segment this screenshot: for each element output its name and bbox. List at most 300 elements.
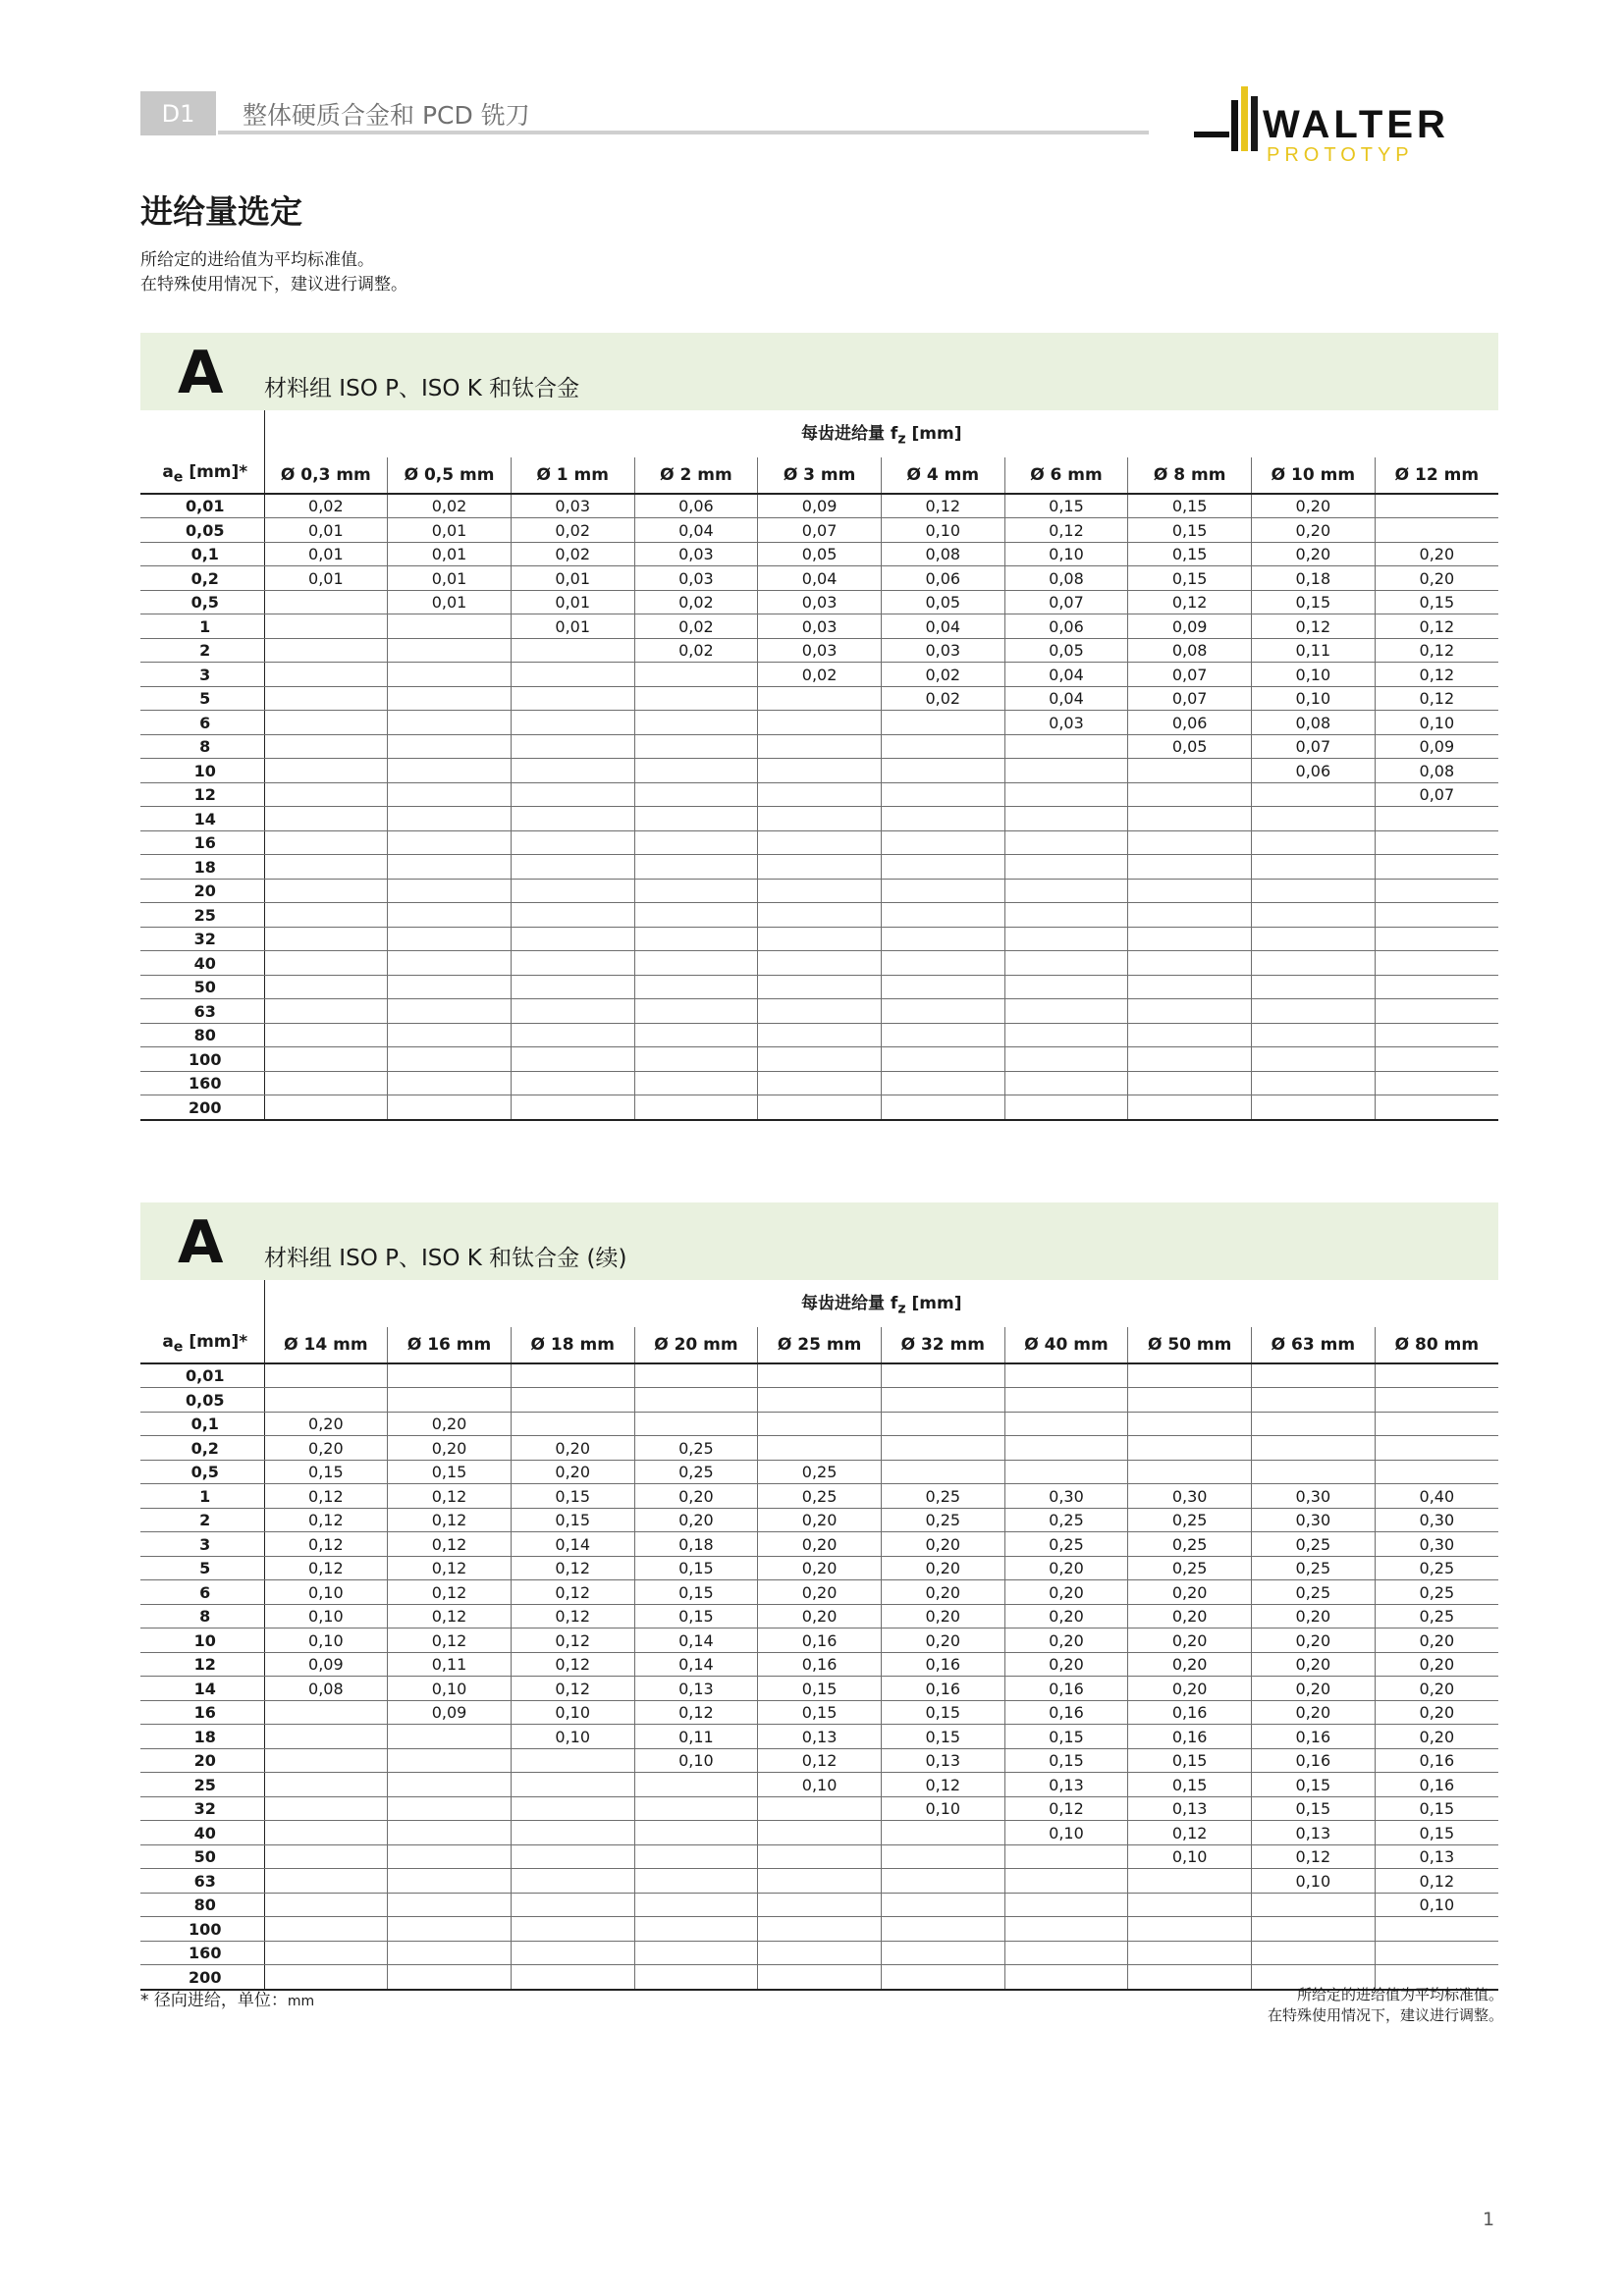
feed-value-cell (1252, 1363, 1376, 1388)
feed-value-cell (1004, 927, 1128, 951)
ae-value: 0,2 (140, 566, 264, 591)
feed-value-cell (388, 1773, 512, 1797)
feed-value-cell (1252, 1917, 1376, 1942)
material-group-letter: A (178, 339, 224, 407)
table-row (140, 566, 1498, 591)
feed-value-cell: 0,02 (511, 518, 634, 543)
feed-value-cell (1004, 1388, 1128, 1413)
feed-value-cell: 0,20 (1004, 1580, 1128, 1605)
ae-value: 20 (140, 1748, 264, 1773)
feed-value-cell (758, 999, 882, 1024)
feed-value-cell (511, 927, 634, 951)
feed-value-cell: 0,15 (1375, 590, 1498, 614)
feed-value-cell (388, 759, 512, 783)
feed-value-cell (388, 879, 512, 903)
feed-value-cell (758, 686, 882, 711)
feed-value-cell (634, 1363, 758, 1388)
feed-value-cell: 0,08 (264, 1677, 388, 1701)
feed-value-cell: 0,16 (1128, 1725, 1252, 1749)
feed-value-cell: 0,10 (264, 1580, 388, 1605)
feed-value-cell: 0,15 (881, 1700, 1004, 1725)
feed-value-cell: 0,20 (1128, 1580, 1252, 1605)
feed-value-cell: 0,12 (1375, 638, 1498, 663)
feed-value-cell: 0,20 (1252, 518, 1376, 543)
feed-value-cell (881, 759, 1004, 783)
feed-value-cell (264, 614, 388, 639)
feed-value-cell: 0,15 (1128, 542, 1252, 566)
feed-value-cell: 0,20 (1252, 1629, 1376, 1653)
feed-value-cell (1128, 830, 1252, 855)
feed-value-cell: 0,08 (881, 542, 1004, 566)
feed-value-cell (264, 1071, 388, 1095)
feed-value-cell: 0,12 (264, 1532, 388, 1557)
feed-value-cell: 0,16 (758, 1629, 882, 1653)
feed-value-cell: 0,03 (634, 566, 758, 591)
feed-value-cell (1252, 1388, 1376, 1413)
feed-value-cell (388, 1023, 512, 1047)
feed-value-cell: 0,20 (881, 1629, 1004, 1653)
feed-value-cell (264, 975, 388, 999)
feed-value-cell (388, 734, 512, 759)
feed-value-cell: 0,09 (388, 1700, 512, 1725)
feed-value-cell (758, 1869, 882, 1894)
feed-value-cell (511, 975, 634, 999)
ae-value: 0,05 (140, 518, 264, 543)
feed-value-cell: 0,07 (758, 518, 882, 543)
feed-value-cell (881, 1363, 1004, 1388)
feed-value-cell: 0,08 (1128, 638, 1252, 663)
feed-value-cell: 0,10 (1375, 711, 1498, 735)
table-row (140, 1023, 1498, 1047)
feed-value-cell: 0,25 (634, 1436, 758, 1461)
section-tag: D1 (140, 91, 216, 135)
feed-value-cell (1375, 1071, 1498, 1095)
feed-value-cell (388, 686, 512, 711)
feed-value-cell: 0,05 (1128, 734, 1252, 759)
feed-value-cell (511, 1796, 634, 1821)
feed-value-cell (634, 855, 758, 880)
feed-value-cell: 0,25 (1252, 1532, 1376, 1557)
feed-value-cell (1128, 1941, 1252, 1965)
feed-value-cell: 0,06 (1252, 759, 1376, 783)
feed-value-cell (758, 1071, 882, 1095)
table-row (140, 1436, 1498, 1461)
feed-value-cell (388, 614, 512, 639)
feed-value-cell: 0,09 (758, 494, 882, 518)
feed-value-cell: 0,04 (634, 518, 758, 543)
feed-value-cell (881, 1023, 1004, 1047)
feed-value-cell (1375, 1388, 1498, 1413)
feed-value-cell: 0,10 (1004, 1821, 1128, 1845)
feed-value-cell (758, 975, 882, 999)
feed-value-cell (264, 830, 388, 855)
ae-value: 5 (140, 1556, 264, 1580)
table-row (140, 711, 1498, 735)
ae-value: 12 (140, 782, 264, 807)
ae-value: 160 (140, 1071, 264, 1095)
feed-value-cell: 0,13 (1375, 1844, 1498, 1869)
feed-value-cell: 0,20 (881, 1604, 1004, 1629)
table-row (140, 1796, 1498, 1821)
feed-value-cell (511, 1023, 634, 1047)
feed-value-cell (264, 1844, 388, 1869)
feed-value-cell (881, 1047, 1004, 1072)
feed-value-cell (264, 1047, 388, 1072)
ae-value: 12 (140, 1652, 264, 1677)
feed-value-cell (634, 734, 758, 759)
feed-value-cell (881, 1965, 1004, 1990)
ae-value: 0,1 (140, 542, 264, 566)
feed-value-cell (1375, 1095, 1498, 1120)
ae-value: 0,01 (140, 494, 264, 518)
feed-value-cell: 0,12 (1004, 1796, 1128, 1821)
feed-value-cell (388, 1965, 512, 1990)
feed-value-cell: 0,12 (511, 1604, 634, 1629)
feed-value-cell: 0,12 (1252, 614, 1376, 639)
table-row (140, 518, 1498, 543)
feed-value-cell: 0,15 (1004, 1725, 1128, 1749)
feed-value-cell (1004, 1047, 1128, 1072)
feed-value-cell: 0,10 (511, 1700, 634, 1725)
feed-value-cell (881, 1917, 1004, 1942)
feed-value-cell (634, 1796, 758, 1821)
ae-value: 200 (140, 1095, 264, 1120)
feed-value-cell: 0,09 (264, 1652, 388, 1677)
feed-value-cell (1252, 1047, 1376, 1072)
table-row (140, 1893, 1498, 1917)
feed-value-cell: 0,20 (1004, 1652, 1128, 1677)
material-group-title: 材料组 ISO P、ISO K 和钛合金 (264, 376, 580, 401)
feed-value-cell: 0,13 (1252, 1821, 1376, 1845)
intro-line: 在特殊使用情况下，建议进行调整。 (140, 275, 407, 294)
feed-value-cell (264, 638, 388, 663)
feed-value-cell (881, 975, 1004, 999)
feed-value-cell: 0,08 (1252, 711, 1376, 735)
feed-value-cell: 0,16 (1252, 1748, 1376, 1773)
feed-value-cell: 0,20 (1252, 494, 1376, 518)
page-title: 进给量选定 (140, 192, 302, 231)
feed-value-cell (1375, 1460, 1498, 1484)
feed-value-cell: 0,20 (1128, 1677, 1252, 1701)
feed-value-cell (1375, 999, 1498, 1024)
table-row (140, 734, 1498, 759)
ae-value: 1 (140, 614, 264, 639)
feed-value-cell (264, 1700, 388, 1725)
feed-value-cell: 0,14 (511, 1532, 634, 1557)
table-row (140, 1047, 1498, 1072)
feed-value-cell (264, 590, 388, 614)
feed-value-cell: 0,08 (1004, 566, 1128, 591)
material-group-title: 材料组 ISO P、ISO K 和钛合金 (续) (264, 1246, 627, 1271)
feed-value-cell (511, 782, 634, 807)
table-row (140, 903, 1498, 928)
feed-value-cell: 0,12 (1375, 614, 1498, 639)
feed-value-cell: 0,20 (1375, 1725, 1498, 1749)
feed-value-cell (1004, 1363, 1128, 1388)
feed-value-cell: 0,12 (388, 1532, 512, 1557)
feed-value-cell (1375, 1917, 1498, 1942)
feed-value-cell (1252, 855, 1376, 880)
feed-value-cell (881, 879, 1004, 903)
feed-value-cell (1375, 951, 1498, 976)
feed-value-cell (1252, 1095, 1376, 1120)
table-row (140, 830, 1498, 855)
feed-value-cell: 0,10 (388, 1677, 512, 1701)
table-row (140, 1460, 1498, 1484)
footnote-note: 所给定的进给值为平均标准值。 在特殊使用情况下，建议进行调整。 (1267, 1986, 1503, 2024)
feed-value-cell (264, 663, 388, 687)
feed-value-cell (758, 1095, 882, 1120)
feed-value-cell (1252, 975, 1376, 999)
feed-value-cell (1128, 759, 1252, 783)
feed-value-cell (264, 1773, 388, 1797)
feed-value-cell (1375, 807, 1498, 831)
feed-value-cell: 0,25 (1375, 1580, 1498, 1605)
feed-value-cell (881, 830, 1004, 855)
feed-value-cell: 0,10 (758, 1773, 882, 1797)
feed-value-cell: 0,02 (881, 686, 1004, 711)
feed-value-cell (758, 759, 882, 783)
feed-value-cell: 0,01 (264, 518, 388, 543)
feed-value-cell: 0,30 (1252, 1484, 1376, 1509)
ae-value: 0,1 (140, 1412, 264, 1436)
feed-value-cell: 0,30 (1375, 1532, 1498, 1557)
feed-value-cell (634, 782, 758, 807)
feed-value-cell: 0,07 (1004, 590, 1128, 614)
table-row (140, 1821, 1498, 1845)
feed-value-cell (511, 711, 634, 735)
feed-value-cell: 0,20 (1252, 1677, 1376, 1701)
feed-value-cell (511, 663, 634, 687)
feed-value-cell (758, 879, 882, 903)
feed-value-cell (388, 951, 512, 976)
feed-value-cell: 0,11 (634, 1725, 758, 1749)
column-header: Ø 8 mm (1128, 457, 1252, 493)
feed-value-cell (1375, 518, 1498, 543)
ae-value: 3 (140, 1532, 264, 1557)
feed-value-cell (511, 1844, 634, 1869)
feed-value-cell (634, 975, 758, 999)
feed-value-cell (634, 663, 758, 687)
feed-value-cell: 0,16 (1128, 1700, 1252, 1725)
feed-value-cell: 0,13 (1004, 1773, 1128, 1797)
ae-value: 5 (140, 686, 264, 711)
feed-value-cell (1004, 1095, 1128, 1120)
feed-value-cell (1004, 999, 1128, 1024)
ae-header: $a_e$ [mm]* (140, 1327, 264, 1362)
feed-value-cell: 0,20 (388, 1436, 512, 1461)
feed-value-cell (634, 1869, 758, 1894)
feed-value-cell (264, 879, 388, 903)
feed-value-cell: 0,20 (511, 1460, 634, 1484)
feed-value-cell (511, 1941, 634, 1965)
feed-value-cell: 0,10 (264, 1604, 388, 1629)
feed-value-cell (1252, 999, 1376, 1024)
ae-value: 0,2 (140, 1436, 264, 1461)
feed-value-cell (1004, 1844, 1128, 1869)
feed-value-cell (264, 686, 388, 711)
feed-value-cell: 0,20 (881, 1556, 1004, 1580)
table-row (140, 879, 1498, 903)
table-row (140, 1629, 1498, 1653)
feed-value-cell (758, 1047, 882, 1072)
feed-value-cell (1004, 782, 1128, 807)
feed-value-cell: 0,25 (1128, 1508, 1252, 1532)
feed-value-cell: 0,12 (511, 1677, 634, 1701)
feed-value-cell: 0,02 (634, 614, 758, 639)
feed-value-cell (758, 1941, 882, 1965)
feed-value-cell (1004, 903, 1128, 928)
feed-value-cell (511, 1893, 634, 1917)
ae-value: 2 (140, 1508, 264, 1532)
feed-value-cell: 0,15 (634, 1604, 758, 1629)
column-header: Ø 32 mm (881, 1327, 1004, 1362)
feed-value-cell (1128, 1917, 1252, 1942)
ae-value: 3 (140, 663, 264, 687)
feed-value-cell (388, 927, 512, 951)
feed-value-cell (1004, 1071, 1128, 1095)
feed-value-cell (264, 1893, 388, 1917)
feed-value-cell (511, 1095, 634, 1120)
feed-value-cell: 0,13 (881, 1748, 1004, 1773)
ae-value: 0,5 (140, 590, 264, 614)
feed-value-cell (634, 999, 758, 1024)
ae-value: 80 (140, 1023, 264, 1047)
feed-value-cell (758, 782, 882, 807)
feed-value-cell (1252, 807, 1376, 831)
feed-value-cell (758, 1363, 882, 1388)
feed-value-cell: 0,01 (264, 566, 388, 591)
chapter-title: 整体硬质合金和 PCD 铣刀 (243, 101, 530, 130)
feed-value-cell (881, 807, 1004, 831)
feed-value-cell (634, 879, 758, 903)
feed-value-cell: 0,10 (881, 1796, 1004, 1821)
feed-value-cell (758, 1436, 882, 1461)
feed-value-cell: 0,10 (511, 1725, 634, 1749)
feed-value-cell: 0,30 (1128, 1484, 1252, 1509)
feed-value-cell: 0,20 (758, 1508, 882, 1532)
feed-value-cell (1004, 1023, 1128, 1047)
feed-value-cell (1128, 855, 1252, 880)
feed-value-cell (264, 903, 388, 928)
column-header: Ø 80 mm (1375, 1327, 1498, 1362)
feed-value-cell (634, 1773, 758, 1797)
feed-value-cell (758, 951, 882, 976)
ae-value: 18 (140, 855, 264, 880)
ae-value: 0,05 (140, 1388, 264, 1413)
feed-value-cell (1004, 830, 1128, 855)
feed-value-cell (1128, 951, 1252, 976)
feed-value-cell (1128, 927, 1252, 951)
column-header: Ø 0,3 mm (264, 457, 388, 493)
ae-value: 0,01 (140, 1363, 264, 1388)
feed-value-cell (264, 1748, 388, 1773)
feed-value-cell: 0,12 (881, 494, 1004, 518)
feed-value-cell: 0,20 (1252, 1604, 1376, 1629)
feed-value-cell: 0,20 (1375, 1652, 1498, 1677)
intro-text (140, 248, 407, 297)
feed-value-cell (634, 686, 758, 711)
ae-value: 16 (140, 830, 264, 855)
feed-value-cell (758, 855, 882, 880)
feed-value-cell (881, 927, 1004, 951)
table-row (140, 855, 1498, 880)
feed-value-cell: 0,07 (1128, 663, 1252, 687)
feed-value-cell: 0,12 (511, 1556, 634, 1580)
feed-value-cell: 0,20 (634, 1508, 758, 1532)
table-row (140, 686, 1498, 711)
feed-value-cell (511, 1965, 634, 1990)
feed-value-cell (388, 903, 512, 928)
feed-value-cell: 0,10 (1375, 1893, 1498, 1917)
feed-value-cell (1128, 975, 1252, 999)
feed-value-cell (511, 807, 634, 831)
feed-value-cell: 0,05 (1004, 638, 1128, 663)
feed-value-cell (1128, 1893, 1252, 1917)
feed-value-cell (388, 1821, 512, 1845)
feed-value-cell (264, 1023, 388, 1047)
feed-value-cell (634, 759, 758, 783)
feed-value-cell (511, 830, 634, 855)
feed-value-cell (1004, 1893, 1128, 1917)
ae-value: 18 (140, 1725, 264, 1749)
feed-value-cell: 0,02 (511, 542, 634, 566)
feed-value-cell: 0,15 (511, 1508, 634, 1532)
table-row (140, 951, 1498, 976)
feed-value-cell: 0,12 (388, 1508, 512, 1532)
feed-value-cell (1128, 903, 1252, 928)
feed-value-cell: 0,06 (1128, 711, 1252, 735)
feed-value-cell: 0,04 (1004, 686, 1128, 711)
feed-value-cell (264, 807, 388, 831)
feed-value-cell (1004, 1460, 1128, 1484)
ae-value: 6 (140, 1580, 264, 1605)
feed-value-cell: 0,14 (634, 1652, 758, 1677)
feed-value-cell (634, 1941, 758, 1965)
feed-value-cell: 0,20 (511, 1436, 634, 1461)
feed-value-cell (634, 1071, 758, 1095)
feed-value-cell: 0,16 (1004, 1677, 1128, 1701)
feed-value-cell: 0,15 (1375, 1796, 1498, 1821)
feed-value-cell (1128, 1965, 1252, 1990)
table-row (140, 782, 1498, 807)
feed-value-cell (511, 1748, 634, 1773)
feed-value-cell (1375, 903, 1498, 928)
feed-value-cell (758, 903, 882, 928)
table-row (140, 1677, 1498, 1701)
feed-value-cell: 0,02 (634, 590, 758, 614)
feed-value-cell (264, 1388, 388, 1413)
feed-value-cell (881, 1095, 1004, 1120)
table-row (140, 1556, 1498, 1580)
feed-value-cell (1252, 927, 1376, 951)
feed-value-cell: 0,20 (1252, 1700, 1376, 1725)
feed-value-cell: 0,15 (758, 1700, 882, 1725)
feed-value-cell (1004, 855, 1128, 880)
feed-value-cell (388, 1725, 512, 1749)
feed-value-cell: 0,12 (1128, 1821, 1252, 1845)
ae-value: 32 (140, 1796, 264, 1821)
column-header: Ø 14 mm (264, 1327, 388, 1362)
feed-value-cell (511, 638, 634, 663)
feed-value-cell: 0,01 (388, 590, 512, 614)
feed-value-cell: 0,10 (264, 1629, 388, 1653)
table-row (140, 494, 1498, 518)
feed-value-cell: 0,18 (634, 1532, 758, 1557)
feed-value-cell (1128, 1095, 1252, 1120)
feed-value-cell (388, 1095, 512, 1120)
feed-value-cell: 0,01 (388, 566, 512, 591)
